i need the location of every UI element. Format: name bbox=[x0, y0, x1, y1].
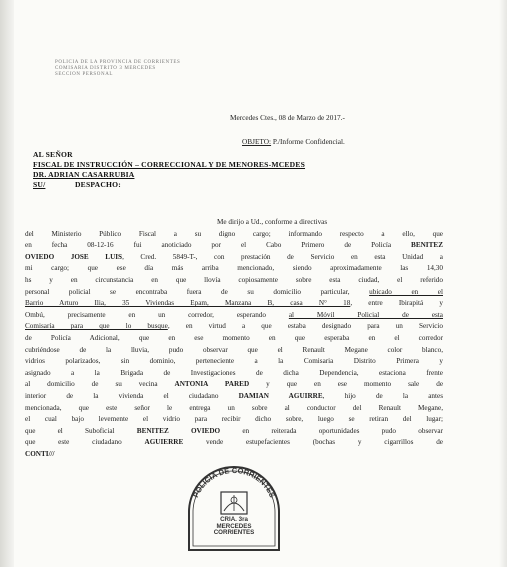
body-line bbox=[25, 263, 443, 275]
body-line bbox=[25, 356, 443, 368]
scan-edge-shadow bbox=[0, 0, 14, 567]
body-text: hs y en circunstancia en que llovía copiosamente sobre esta ciudad, el referido bbox=[25, 275, 443, 284]
body-text: , Cred. 5849-T-, con prestación de Servicio en esta Unidad a bbox=[122, 252, 443, 261]
body-text: interior de la vivienda el ciudadano bbox=[25, 391, 239, 400]
subject-line bbox=[242, 137, 345, 146]
body-text: el cual bajo levemente el vidrio para recibir dicho sobre, luego se retiran del lugar; bbox=[25, 415, 443, 424]
person-name: DAMIAN AGUIRRE bbox=[238, 391, 323, 400]
body-text: que este ciudadano bbox=[25, 438, 145, 447]
seal-line: CRIA. 3ra bbox=[220, 516, 248, 523]
letter-body bbox=[25, 217, 443, 460]
underlined-text: al Móvil Policial de esta bbox=[288, 310, 443, 319]
addressee-despacho-word: DESPACHO: bbox=[75, 180, 121, 189]
continuation-mark: CONTI/// bbox=[25, 449, 55, 458]
addressee-block bbox=[33, 150, 305, 190]
underlined-text: ubicado en el bbox=[369, 287, 443, 296]
body-line bbox=[25, 403, 443, 415]
body-line bbox=[25, 368, 443, 380]
seal-emblem bbox=[221, 492, 247, 514]
body-line bbox=[25, 379, 443, 391]
seal-inner-text bbox=[205, 517, 263, 537]
body-line bbox=[25, 449, 443, 461]
body-text: , hijo de la antes bbox=[322, 391, 444, 400]
seal-arc-text: POLICIA DE CORRIENTES bbox=[191, 465, 277, 499]
underlined-text: Comisaría para que lo busque bbox=[25, 322, 168, 331]
body-line bbox=[25, 275, 443, 287]
addressee-office: FISCAL DE INSTRUCCIÓN – CORRECCIONAL Y DE MENORES-MCEDES bbox=[33, 160, 306, 169]
body-line bbox=[25, 298, 443, 310]
addressee-despacho bbox=[33, 180, 305, 190]
police-seal bbox=[181, 462, 287, 554]
body-text: Ombú, precisamente en un corredor, esperando bbox=[25, 310, 289, 319]
person-name: OVIEDO JOSE LUIS bbox=[25, 252, 123, 261]
body-text: vidrios polarizados, sin dominio, perteneciente a la Comisaria Distrito Primera y bbox=[25, 357, 443, 366]
scan-edge-shadow-right bbox=[499, 0, 507, 567]
person-name: BENITEZ bbox=[411, 241, 443, 250]
body-line bbox=[25, 321, 443, 333]
body-line bbox=[25, 252, 443, 264]
body-line bbox=[25, 426, 443, 438]
person-name: BENITEZ OVIEDO bbox=[136, 426, 221, 435]
letterhead-line: POLICIA DE LA PROVINCIA DE CORRIENTES bbox=[55, 60, 181, 65]
subject-value: P./Informe Confidencial. bbox=[271, 137, 345, 146]
body-line bbox=[25, 240, 443, 252]
body-text: mencionada, que este señor le entrega un sobre al conductor del Renault Megane, bbox=[25, 403, 443, 412]
body-text: cubriéndose de la lluvia, pudo observar que el Renault Megane color blanco, bbox=[25, 345, 443, 354]
body-text: vende estupefacientes (bochas y cigarrillos de bbox=[183, 438, 443, 447]
addressee-su: SU/ bbox=[33, 180, 46, 189]
body-text: al domicilio de su vecina bbox=[25, 380, 175, 389]
addressee-name: DR. ADRIAN CASARRUBIA bbox=[33, 170, 135, 179]
seal-line: CORRIENTES bbox=[213, 529, 255, 537]
body-line bbox=[25, 229, 443, 241]
letterhead-line: COMISARIA DISTRITO 3 MERCEDES bbox=[55, 66, 156, 71]
body-text: asignado a la Brigada de Investigaciones de dicha Dependencia, estaciona frente bbox=[25, 368, 443, 377]
person-name: AGUIERRE bbox=[144, 438, 184, 447]
seal-line: MERCEDES bbox=[216, 522, 252, 530]
person-name: ANTONIA PARED bbox=[174, 380, 250, 389]
seal-graphic bbox=[181, 462, 287, 554]
body-line bbox=[25, 391, 443, 403]
body-text: en fecha 08-12-16 fui anoticiado por el Cabo Primero de Policía bbox=[25, 241, 412, 250]
body-line bbox=[25, 345, 443, 357]
body-line bbox=[25, 333, 443, 345]
letterhead bbox=[55, 60, 255, 78]
body-line bbox=[25, 414, 443, 426]
body-text: , en virtud a que estaba designado para un Servicio bbox=[167, 322, 443, 331]
body-line bbox=[25, 310, 443, 322]
body-line bbox=[25, 437, 443, 449]
letterhead-line: SECCION PERSONAL bbox=[55, 72, 114, 77]
body-line bbox=[25, 287, 443, 299]
body-line bbox=[25, 217, 443, 229]
subject-label: OBJETO: bbox=[242, 137, 272, 146]
body-text: del Ministerio Público Fiscal a su digno cargo; informando respecto a ello, que bbox=[25, 229, 443, 238]
underlined-address: Barrio Arturo Ilia, 35 Viviendas Epam, Manzana B, casa N° 18 bbox=[25, 299, 351, 308]
document-date: Mercedes Ctes., 08 de Marzo de 2017.- bbox=[230, 113, 345, 122]
body-text: , entre Ibirapitá y bbox=[350, 299, 443, 308]
body-text: en reiterada oportunidades pudo observar bbox=[220, 426, 443, 435]
body-text: personal policial se encontraba fuera de su domicilio particular, bbox=[25, 287, 370, 296]
body-text: de Policía Adicional, que en ese momento en que esperaba en el corredor bbox=[25, 333, 443, 342]
body-text: que el Suboficial bbox=[25, 426, 137, 435]
body-text: Me dirijo a Ud., conforme a directivas bbox=[217, 218, 328, 226]
body-text: mi cargo; que ese día más arriba mencionado, siendo aproximadamente las 14,30 bbox=[25, 264, 443, 273]
body-text: y que en ese momento sale de bbox=[249, 380, 444, 389]
addressee-salutation: AL SEÑOR bbox=[33, 150, 73, 159]
